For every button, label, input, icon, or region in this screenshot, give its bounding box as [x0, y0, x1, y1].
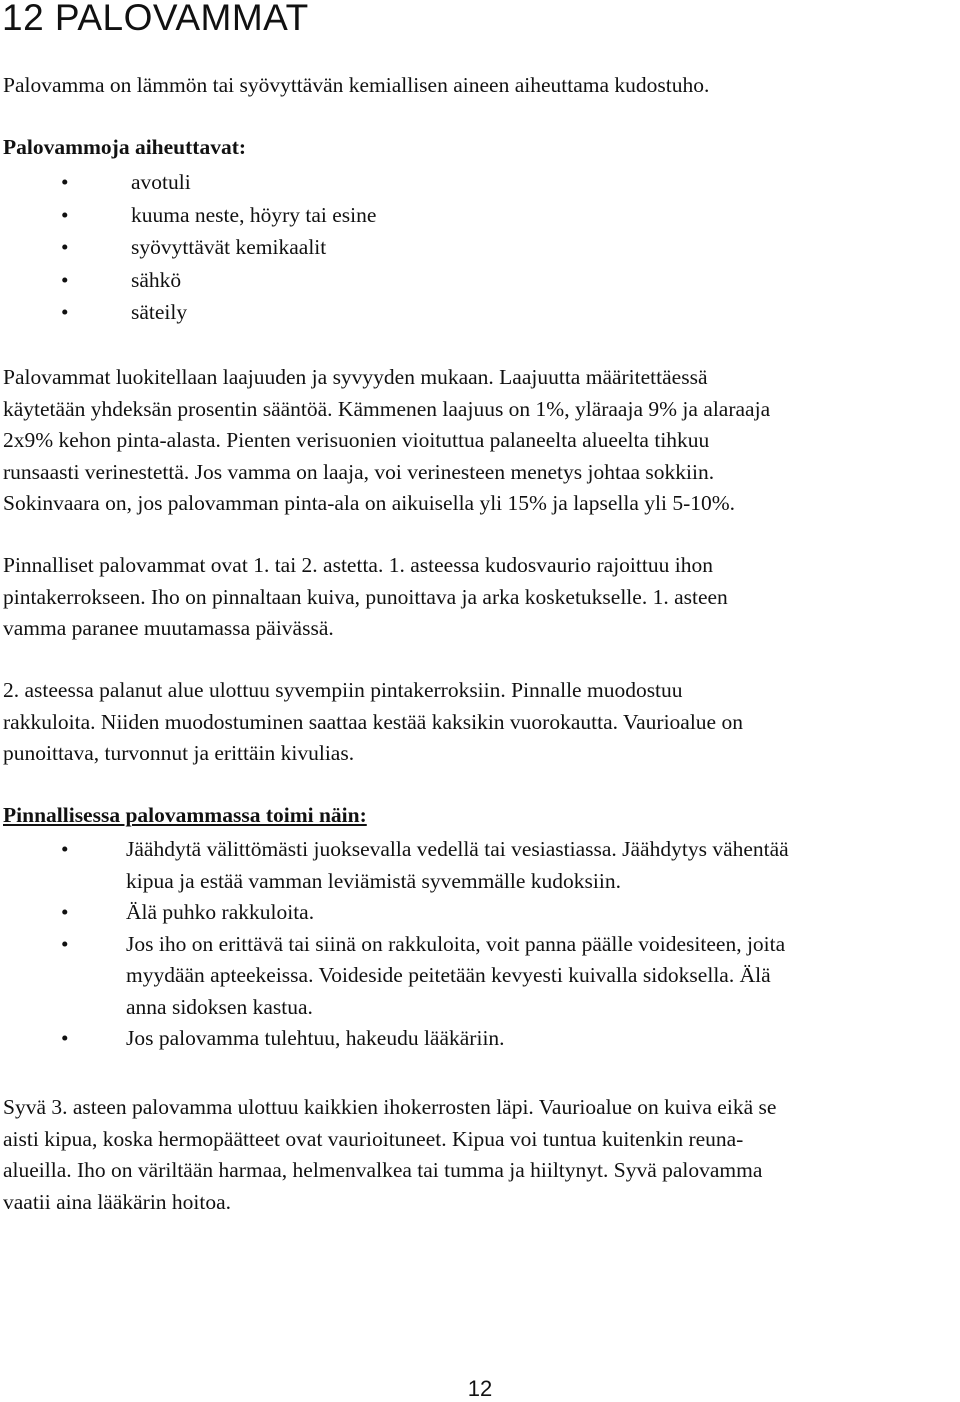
list-item	[0, 834, 789, 897]
paragraph-line: vamma paranee muutamassa päivässä.	[3, 616, 334, 640]
second-degree-paragraph	[3, 675, 743, 770]
paragraph-line: Sokinvaara on, jos palovamman pinta-ala on aikuisella yli 15% ja lapsella yli 5-10%.	[3, 491, 736, 515]
superficial-paragraph	[3, 550, 728, 645]
bullet-icon: •	[61, 202, 69, 227]
bullet-icon: •	[61, 931, 69, 956]
list-item	[0, 929, 789, 1024]
list-item-text: kuuma neste, höyry tai esine	[131, 202, 377, 227]
paragraph-line: rakkuloita. Niiden muodostuminen saattaa kestää kaksikin vuorokautta. Vaurioalue on	[3, 709, 743, 734]
list-item	[0, 296, 376, 329]
list-item	[0, 264, 376, 297]
list-item-text: sähkö	[131, 267, 182, 292]
list-item-line: kipua ja estää vamman leviämistä syvemmälle kudoksiin.	[126, 868, 621, 893]
list-item-line: myydään apteekeissa. Voideside peitetään kevyesti kuivalla sidoksella. Älä	[126, 963, 771, 987]
list-item-line: Jos iho on erittävä tai siinä on rakkuloita, voit panna päälle voidesiteen, joita	[126, 931, 786, 956]
paragraph-line: Palovammat luokitellaan laajuuden ja syvyyden mukaan. Laajuutta määritettäessä	[3, 365, 708, 389]
page-heading: 12 PALOVAMMAT	[2, 0, 309, 38]
list-item-line: Älä puhko rakkuloita.	[126, 900, 315, 924]
bullet-icon: •	[61, 837, 69, 861]
paragraph-line: Syvä 3. asteen palovamma ulottuu kaikkien ihokerrosten läpi. Vaurioalue on kuiva eikä se	[3, 1095, 777, 1119]
paragraph-line: vaatii aina lääkärin hoitoa.	[3, 1189, 232, 1214]
bullet-icon: •	[61, 300, 69, 324]
care-list	[0, 834, 789, 1055]
list-item	[0, 199, 376, 232]
list-item	[0, 231, 376, 264]
list-item-text: säteily	[131, 300, 188, 324]
care-title: Pinnallisessa palovammassa toimi näin:	[3, 803, 367, 827]
page-number: 12	[467, 1376, 493, 1401]
list-item	[0, 1023, 789, 1055]
list-item-text: syövyttävät kemikaalit	[131, 235, 327, 259]
list-item	[0, 897, 789, 929]
paragraph-line: punoittava, turvonnut ja erittäin kivulias.	[3, 741, 355, 765]
causes-title: Palovammoja aiheuttavat:	[3, 135, 247, 159]
deep-burn-paragraph	[3, 1092, 776, 1218]
paragraph-line: pintakerrokseen. Iho on pinnaltaan kuiva, punoittava ja arka kosketukselle. 1. asteen	[3, 584, 728, 609]
paragraph-line: aisti kipua, koska hermopäätteet ovat vaurioituneet. Kipua voi tuntua kuitenkin reuna-	[3, 1126, 744, 1151]
paragraph-line: 2x9% kehon pinta-alasta. Pienten verisuonien vioituttua palaneelta alueelta tihkuu	[3, 428, 710, 452]
paragraph-line: alueilla. Iho on väriltään harmaa, helmenvalkea tai tumma ja hiiltynyt. Syvä palovamma	[3, 1158, 763, 1182]
list-item-text: avotuli	[131, 170, 191, 194]
classification-paragraph	[3, 362, 770, 520]
list-item-line: Jäähdytä välittömästi juoksevalla vedellä tai vesiastiassa. Jäähdytys vähentää	[126, 837, 789, 861]
bullet-icon: •	[61, 170, 69, 194]
bullet-icon: •	[61, 267, 69, 292]
bullet-icon: •	[61, 1026, 69, 1050]
list-item-line: anna sidoksen kastua.	[126, 994, 313, 1019]
causes-list	[0, 166, 376, 329]
bullet-icon: •	[61, 235, 69, 259]
list-item	[0, 166, 376, 199]
paragraph-line: runsaasti verinestettä. Jos vamma on laaja, voi verinesteen menetys johtaa sokkiin.	[3, 459, 715, 484]
paragraph-line: Pinnalliset palovammat ovat 1. tai 2. astetta. 1. asteessa kudosvaurio rajoittuu ihon	[3, 553, 713, 577]
intro-paragraph: Palovamma on lämmön tai syövyttävän kemiallisen aineen aiheuttama kudostuho.	[3, 73, 710, 97]
list-item-line: Jos palovamma tulehtuu, hakeudu lääkäriin.	[126, 1026, 505, 1050]
paragraph-line: 2. asteessa palanut alue ulottuu syvempiin pintakerroksiin. Pinnalle muodostuu	[3, 678, 683, 702]
bullet-icon: •	[61, 900, 69, 924]
paragraph-line: käytetään yhdeksän prosentin sääntöä. Kämmenen laajuus on 1%, yläraaja 9% ja alaraaja	[3, 396, 771, 421]
